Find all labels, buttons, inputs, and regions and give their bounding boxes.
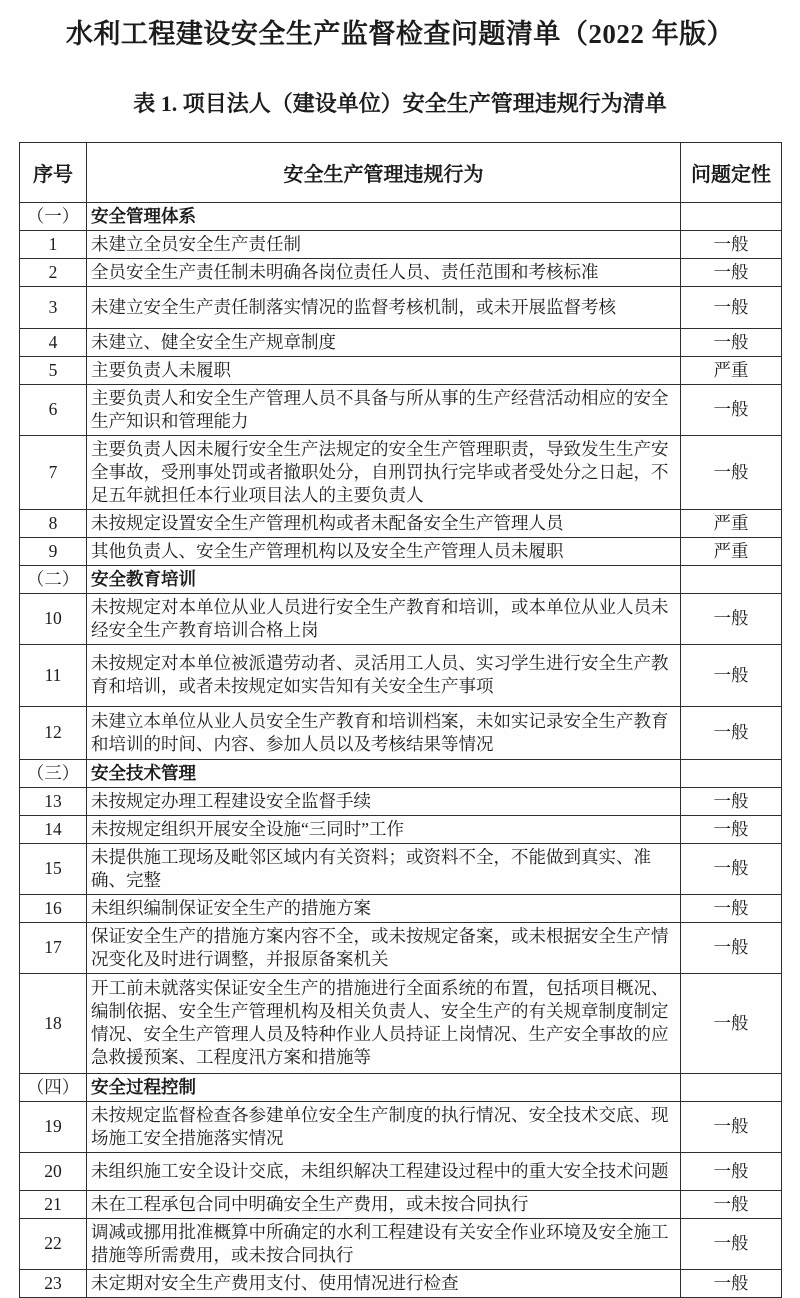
serial-number-cell: 11 [20,644,87,706]
table-row [20,922,782,973]
serial-number-cell: 18 [20,973,87,1073]
serial-number-cell: 17 [20,922,87,973]
table-row [20,1101,782,1152]
violation-cell: 保证安全生产的措施方案内容不全，或未按规定备案，或未根据安全生产情况变化及时进行调整，并报原备案机关 [87,922,681,973]
serial-number-cell: 22 [20,1218,87,1269]
rating-cell: 一般 [681,843,782,894]
table-row [20,644,782,706]
rating-cell: 严重 [681,537,782,565]
table-row [20,787,782,815]
violation-cell: 未按规定监督检查各参建单位安全生产制度的执行情况、安全技术交底、现场施工安全措施落实情况 [87,1101,681,1152]
table-row [20,230,782,258]
violation-cell: 主要负责人因未履行安全生产法规定的安全生产管理职责，导致发生生产安全事故，受刑事处罚或者撤职处分，自刑罚执行完毕或者受处分之日起，不足五年就担任本行业项目法人的主要负责人 [87,435,681,509]
rating-cell: 一般 [681,1269,782,1297]
header-problem-rating: 问题定性 [681,142,782,202]
violation-cell: 未提供施工现场及毗邻区域内有关资料；或资料不全，不能做到真实、准确、完整 [87,843,681,894]
violation-cell: 其他负责人、安全生产管理机构以及安全生产管理人员未履职 [87,537,681,565]
rating-cell [681,1073,782,1101]
violation-cell: 未在工程承包合同中明确安全生产费用，或未按合同执行 [87,1190,681,1218]
serial-number-cell: 19 [20,1101,87,1152]
serial-number-cell: 10 [20,593,87,644]
section-title-cell: 安全过程控制 [87,1073,681,1101]
table-row [20,537,782,565]
serial-number-cell: 13 [20,787,87,815]
header-serial-number: 序号 [20,142,87,202]
table-row [20,843,782,894]
table-body [20,202,782,1297]
serial-number-cell: 4 [20,328,87,356]
rating-cell: 一般 [681,1152,782,1190]
section-row [20,565,782,593]
rating-cell: 严重 [681,509,782,537]
rating-cell: 一般 [681,435,782,509]
rating-cell: 严重 [681,356,782,384]
serial-number-cell: 20 [20,1152,87,1190]
rating-cell: 一般 [681,894,782,922]
table-row [20,258,782,286]
section-row [20,202,782,230]
rating-cell: 一般 [681,815,782,843]
rating-cell: 一般 [681,787,782,815]
violation-cell: 未按规定对本单位从业人员进行安全生产教育和培训，或本单位从业人员未经安全生产教育培训合格上岗 [87,593,681,644]
section-row [20,759,782,787]
serial-number-cell: 1 [20,230,87,258]
violation-cell: 未建立、健全安全生产规章制度 [87,328,681,356]
violation-cell: 开工前未就落实保证安全生产的措施进行全面系统的布置，包括项目概况、编制依据、安全生产管理机构及相关负责人、安全生产的有关规章制度制定情况、安全生产管理人员及特种作业人员持证上岗情况、生产安全事故的应急救援预案、工程度汛方案和措施等 [87,973,681,1073]
serial-number-cell: 3 [20,286,87,328]
rating-cell: 一般 [681,384,782,435]
violation-cell: 未按规定设置安全生产管理机构或者未配备安全生产管理人员 [87,509,681,537]
section-number-cell: （二） [20,565,87,593]
serial-number-cell: 15 [20,843,87,894]
section-row [20,1073,782,1101]
table-row [20,286,782,328]
table-row [20,593,782,644]
table-row [20,1152,782,1190]
violation-cell: 未定期对安全生产费用支付、使用情况进行检查 [87,1269,681,1297]
rating-cell: 一般 [681,644,782,706]
table-row [20,1190,782,1218]
table-caption: 表 1. 项目法人（建设单位）安全生产管理违规行为清单 [133,91,667,117]
violation-cell: 主要负责人和安全生产管理人员不具备与所从事的生产经营活动相应的安全生产知识和管理能力 [87,384,681,435]
serial-number-cell: 8 [20,509,87,537]
serial-number-cell: 16 [20,894,87,922]
rating-cell: 一般 [681,593,782,644]
serial-number-cell: 5 [20,356,87,384]
violation-cell: 未建立安全生产责任制落实情况的监督考核机制，或未开展监督考核 [87,286,681,328]
document-title: 水利工程建设安全生产监督检查问题清单（2022 年版） [65,19,735,49]
section-title-cell: 安全教育培训 [87,565,681,593]
rating-cell: 一般 [681,230,782,258]
table-row [20,509,782,537]
serial-number-cell: 14 [20,815,87,843]
table-row [20,356,782,384]
table-row [20,706,782,759]
serial-number-cell: 12 [20,706,87,759]
rating-cell: 一般 [681,286,782,328]
rating-cell: 一般 [681,328,782,356]
header-violation-behavior: 安全生产管理违规行为 [87,142,681,202]
rating-cell: 一般 [681,1190,782,1218]
violation-cell: 未建立全员安全生产责任制 [87,230,681,258]
section-title-cell: 安全管理体系 [87,202,681,230]
serial-number-cell: 2 [20,258,87,286]
violation-cell: 未组织编制保证安全生产的措施方案 [87,894,681,922]
violation-table [19,142,782,1298]
section-number-cell: （四） [20,1073,87,1101]
table-row [20,1218,782,1269]
table-row [20,435,782,509]
rating-cell [681,202,782,230]
section-title-cell: 安全技术管理 [87,759,681,787]
violation-cell: 未按规定组织开展安全设施“三同时”工作 [87,815,681,843]
violation-cell: 未建立本单位从业人员安全生产教育和培训档案，未如实记录安全生产教育和培训的时间、内容、参加人员以及考核结果等情况 [87,706,681,759]
serial-number-cell: 21 [20,1190,87,1218]
table-row [20,815,782,843]
serial-number-cell: 7 [20,435,87,509]
violation-cell: 全员安全生产责任制未明确各岗位责任人员、责任范围和考核标准 [87,258,681,286]
violation-cell: 主要负责人未履职 [87,356,681,384]
rating-cell: 一般 [681,973,782,1073]
table-row [20,328,782,356]
section-number-cell: （一） [20,202,87,230]
table-row [20,384,782,435]
serial-number-cell: 6 [20,384,87,435]
table-row [20,973,782,1073]
table-row [20,1269,782,1297]
violation-cell: 未按规定办理工程建设安全监督手续 [87,787,681,815]
rating-cell [681,759,782,787]
violation-cell: 未按规定对本单位被派遣劳动者、灵活用工人员、实习学生进行安全生产教育和培训，或者未按规定如实告知有关安全生产事项 [87,644,681,706]
section-number-cell: （三） [20,759,87,787]
serial-number-cell: 23 [20,1269,87,1297]
rating-cell: 一般 [681,706,782,759]
rating-cell: 一般 [681,1101,782,1152]
table-header-row [20,142,782,202]
table-row [20,894,782,922]
violation-cell: 未组织施工安全设计交底，未组织解决工程建设过程中的重大安全技术问题 [87,1152,681,1190]
serial-number-cell: 9 [20,537,87,565]
rating-cell [681,565,782,593]
rating-cell: 一般 [681,922,782,973]
rating-cell: 一般 [681,258,782,286]
rating-cell: 一般 [681,1218,782,1269]
violation-cell: 调减或挪用批准概算中所确定的水利工程建设有关安全作业环境及安全施工措施等所需费用，或未按合同执行 [87,1218,681,1269]
